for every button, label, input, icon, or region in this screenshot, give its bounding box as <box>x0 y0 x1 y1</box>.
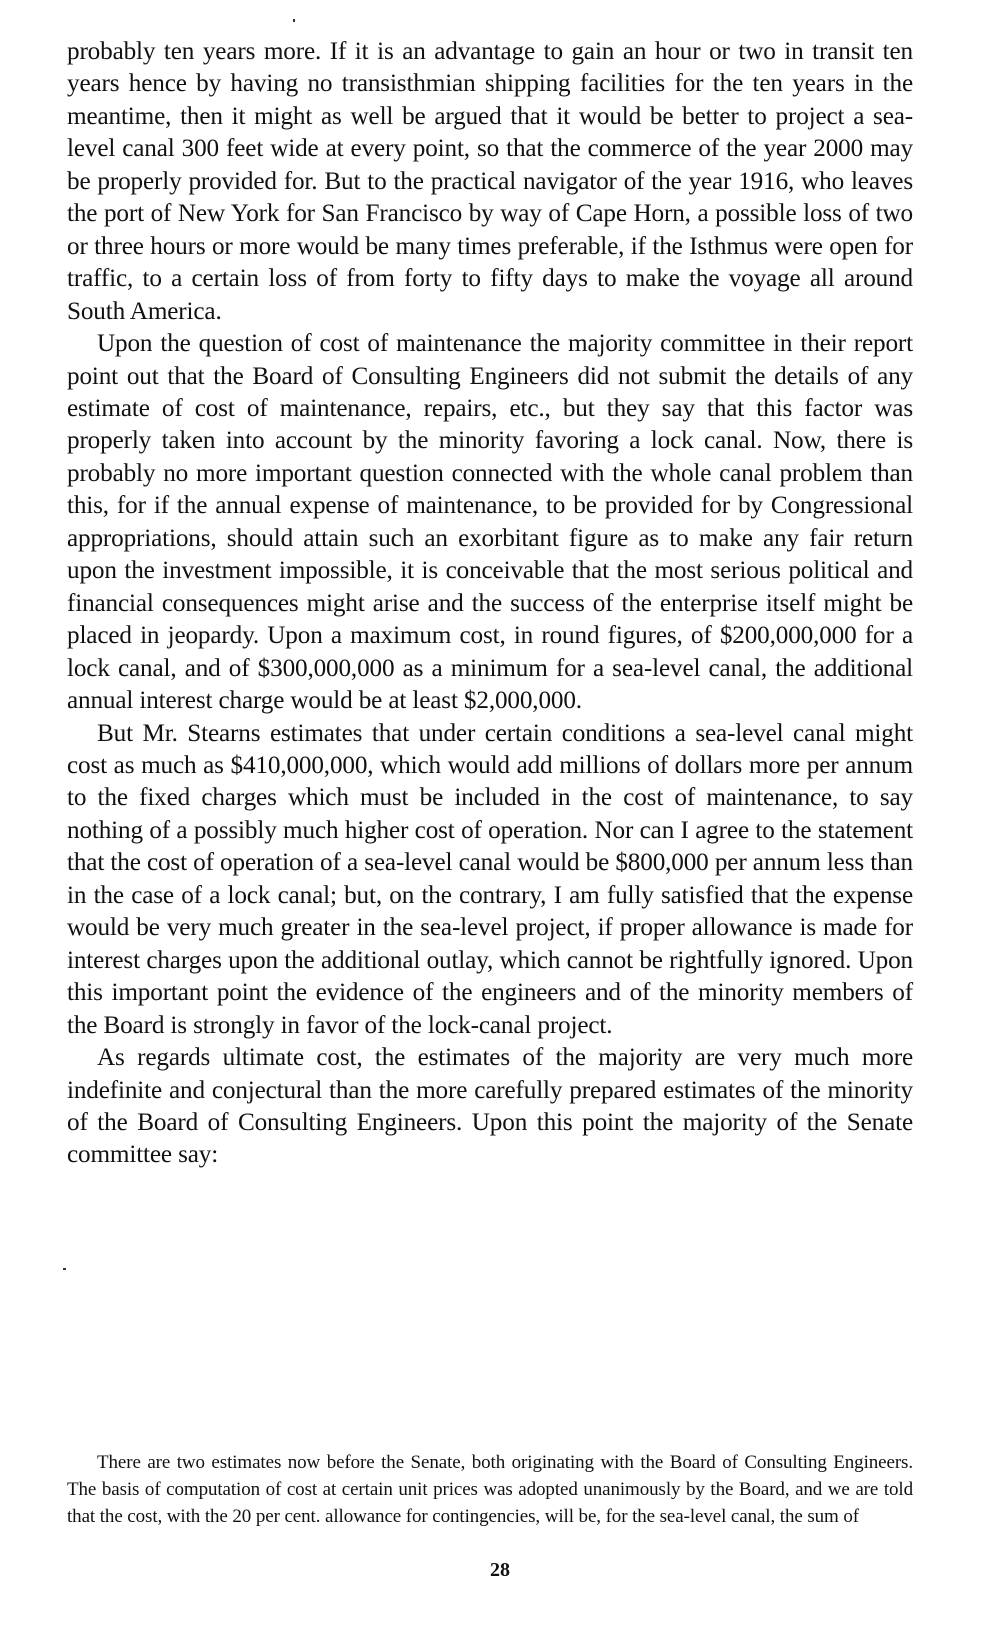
paragraph-ultimate-cost: As regards ultimate cost, the estimates of the majority are very much more indefinite and conjectural than the more carefully prepared estimates of the minority of the Board of Consulting Engineers. Upon this point the majority of the Senate committee say: <box>67 1044 913 1169</box>
body-text <box>67 36 913 1172</box>
block-quote <box>67 1449 913 1530</box>
paragraph-continuation: probably ten years more. If it is an advantage to gain an hour or two in transit ten years hence by having no transisthmian shipping facilities for the ten years in the meantime, then it might as well be argued that it would be better to project a sea-level canal 300 feet wide at every point, so that the commerce of the year 2000 may be properly provided for. But to the practical navigator of the year 1916, who leaves the port of New York for San Francisco by way of Cape Horn, a possible loss of two or three hours or more would be many times preferable, if the Isthmus were open for traffic, to a certain loss of from forty to fifty days to make the voyage all around South America. <box>67 38 913 325</box>
paragraph-stearns-estimate: But Mr. Stearns estimates that under certain conditions a sea-level canal might cost as much as $410,000,000, which would add millions of dollars more per annum to the fixed charges which must be included in the cost of maintenance, to say nothing of a possibly much higher cost of operation. Nor can I agree to the statement that the cost of operation of a sea-level canal would be $800,000 per annum less than in the case of a lock canal; but, on the contrary, I am fully satisfied that the expense would be very much greater in the sea-level project, if proper allowance is made for interest charges upon the additional outlay, which cannot be rightfully ignored. Upon this important point the evidence of the engineers and of the minority members of the Board is strongly in favor of the lock-canal project. <box>67 719 913 1039</box>
scan-speck <box>63 1268 66 1270</box>
quote-text: There are two estimates now before the Senate, both originating with the Board of Consulting Engineers. The basis of computation of cost at certain unit prices was adopted unanimously by the Board, and we are told that the cost, with the 20 per cent. allowance for contingencies, will be, for the sea-level canal, the sum of <box>67 1452 913 1527</box>
paragraph-maintenance-cost: Upon the question of cost of maintenance the majority committee in their report point out that the Board of Consulting Engineers did not submit the details of any estimate of cost of maintenance, repairs, etc., but they say that this factor was properly taken into account by the minority favoring a lock canal. Now, there is probably no more important question connected with the whole canal problem than this, for if the annual expense of maintenance, to be provided for by Congressional appropriations, should attain such an exorbitant figure as to make any fair return upon the investment impossible, it is conceivable that the most serious political and financial consequences might arise and the success of the enterprise itself might be placed in jeopardy. Upon a maximum cost, in round figures, of $200,000,000 for a lock canal, and of $300,000,000 as a minimum for a sea-level canal, the additional annual interest charge would be at least $2,000,000. <box>67 330 913 715</box>
scan-speck <box>293 19 295 22</box>
page-number: 28 <box>490 1559 510 1581</box>
